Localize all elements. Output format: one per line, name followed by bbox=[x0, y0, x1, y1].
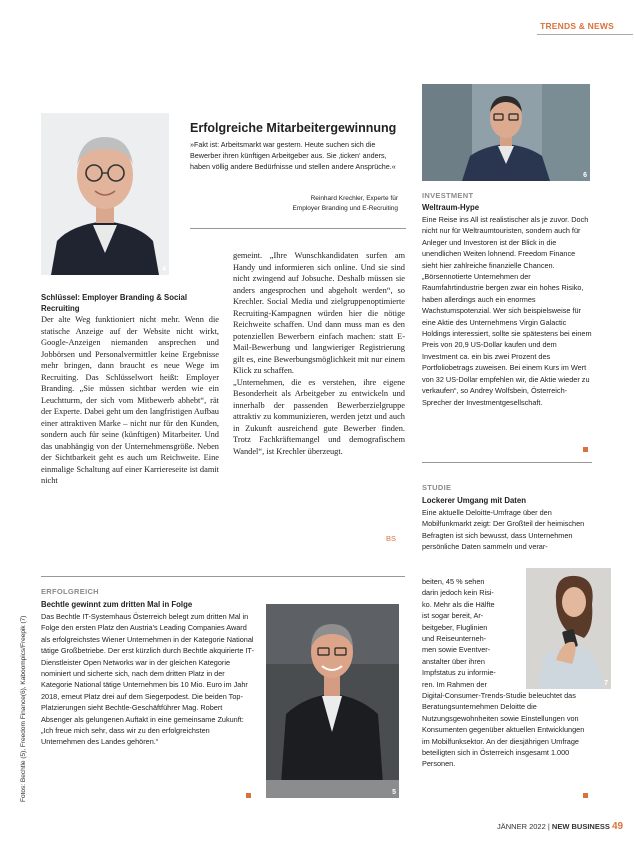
header-rule bbox=[537, 34, 633, 35]
wrap-line: beiten, 45 % sehen bbox=[422, 577, 485, 586]
photo-wolfsbein bbox=[422, 84, 590, 181]
wrap-line: ist sogar bereit, Ar- bbox=[422, 611, 484, 621]
wrap-line: men sowie Eventver- bbox=[422, 645, 491, 655]
section-rule bbox=[41, 576, 405, 577]
quote-source-role: Employer Branding und E-Recruiting bbox=[292, 205, 398, 212]
erfolgreich-label: ERFOLGREICH bbox=[41, 587, 99, 596]
photo-number: 6 bbox=[583, 172, 587, 179]
footer bbox=[497, 821, 623, 832]
wrap-line: darin jedoch kein Risi- bbox=[422, 588, 494, 598]
erfolgreich-text: Das Bechtle IT-Systemhaus Österreich belegt zum dritten Mal in Folge den ersten Platz den Austria’s Leading Companies Award als erfolgreichstes Wiener Unternehmen in der Kategorie National tätige Großbetriebe. Der erst kürzlich durch Bechtle akquirierte IT-Dienstleister Open Networks war in der gleichen Kategorie nominiert und sicherte sich, nach dem dritten Platz in der Kategorie National tätige Unternehmen bis 10 Mio. Euro im Jahr 2018, erneut Platz drei auf dem Siegerpodest. Die beiden Top-Platzierungen sieht Bechtle-Geschäftführer Mag. Robert Absenger als gelungenen Auftakt in eine gemeinsame Zukunft: „Ich freue mich sehr, dass wir zu den erfolgreichsten Unternehmen des Landes gehören.“ bbox=[41, 612, 254, 747]
article-column-2: gemeint. „Ihre Wunschkandidaten surfen am Handy und informieren sich online. Und sie sind nicht zwingend auf Jobsuche. Deshalb müssen sie anders angesprochen und abgeholt werden“, so Krechler. Social Media und zielgruppenoptimierte Recruiting-Kampagnen würden hier die nötige Reichweite schaffen. Und dann muss man es den potenziellen Bewerbern einfach machen: statt E-Mail-Bewerbung und langwieriger Registrierung gilt es, eine Bewerbungsmöglichkeit mit nur einem Klick zu schaffen. „Unternehmen, die es verstehen, ihre eigene Besonderheit als Arbeitgeber zu entwickeln und innerhalb der passenden Bewerberzielgruppe attraktiv zu kommunizieren, werden jetzt und auch in Zukunft ausreichend gute Bewerber finden. Trotz Fachkräftemangel und demografischem Wandel“, ist Krechler überzeugt. bbox=[233, 251, 405, 456]
studie-label: STUDIE bbox=[422, 483, 452, 492]
wrap-line: ren. Im Rahmen der bbox=[422, 679, 487, 689]
wrap-line: und Reiseunterneh- bbox=[422, 634, 487, 644]
photo-number: 7 bbox=[604, 680, 608, 687]
wrap-line: anstalter über ihren bbox=[422, 656, 485, 666]
wrap-line: Impfstatus zu informie- bbox=[422, 668, 496, 678]
investment-text: Eine Reise ins All ist realistischer als je zuvor. Doch nicht nur für Weltraumtouristen, sondern auch für Anleger und Investoren ist der Blick in die unendlichen Weiten lohnend. Freedom Finance sieht hier zahlreiche finanzielle Chancen. „Börsennotierte Unternehmen der Raumfahrtindustrie bergen zwar ein hohes Risiko, haben allerdings auch ein enormes Wachstumspotenzial. Wer sich beispielsweise für eine Aktie des Unternehmens Virgin Galactic Holdings interessiert, sollte sie spätestens bei einem Preis von 20,9 US-Dollar kaufen und dem Investment ca. ein bis zwei Prozent des Portfoliobetrags zuweisen. Bei einem Kurs im Wert von 32 US-Dollar empfehlen wir, die Aktie wieder zu verkaufen“, so Andrey Wolfsbein, Österreich-Sprecher der Investmentgesellschaft. bbox=[422, 215, 592, 407]
article-column-1: Der alte Weg funktioniert nicht mehr. Wenn die statische Anzeige auf der Website nicht wirkt, Google-Anzeigen niemanden ansprechen und Jobbörsen und Personalvermittler keine Ergebnisse mehr bringen, dann braucht es neue Wege im Recruiting. Das Schlüsselwort heißt: Employer Branding. „Sie müssen sichtbar werden wie ein Leuchtturm, der sich vom Mitbewerb abhebt“, rät der Experte. Dabei geht um den langfristigen Aufbau einer attraktiven Marke – nicht nur für den Kunden, sondern auch für seine (künftigen) Mitarbeiter. Und das unabhängig von der Unternehmensgröße. Neben der Sichtbarkeit geht es auch um Reichweite. Eine einmalige Schaltung auf einer Karriereseite ist damit nicht bbox=[41, 315, 219, 485]
studie-text-bottom: Digital-Consumer-Trends-Studie beleuchtet das Beratungsunternehmen Deloitte die Nutzungsgewohnheiten sowie Einstellungen von Konsumenten gegenüber aktuellen Entwicklungen im Mobilfunksektor. An der diesjährigen Umfrage beteiligten sich in Österreich insgesamt 1.000 Personen. bbox=[422, 691, 585, 769]
photo-woman-phone bbox=[526, 568, 611, 689]
portrait-illustration bbox=[422, 84, 590, 181]
section-label: TRENDS & NEWS bbox=[540, 21, 614, 31]
quote-text: »Fakt ist: Arbeitsmarkt war gestern. Heute suchen sich die Bewerber ihren künftigen Arbeitgeber aus. Sie ‚ticken‘ anders, haben völlig andere Bedürfnisse und stellen andere Ansprüche.« bbox=[190, 140, 396, 171]
end-mark bbox=[583, 793, 588, 798]
woman-illustration bbox=[526, 568, 611, 689]
erfolgreich-headline: Bechtle gewinnt zum dritten Mal in Folge bbox=[41, 600, 193, 609]
investment-headline: Weltraum-Hype bbox=[422, 203, 480, 212]
end-mark bbox=[583, 447, 588, 452]
article-subhead: Schlüssel: Employer Branding & Social Recruiting bbox=[41, 293, 188, 313]
wrap-line: ko. Mehr als die Hälfte bbox=[422, 599, 495, 609]
portrait-illustration bbox=[41, 113, 169, 275]
portrait-illustration bbox=[266, 604, 399, 798]
photo-number: 5 bbox=[392, 789, 396, 796]
quote-source bbox=[190, 194, 398, 214]
footer-brand: NEW BUSINESS bbox=[551, 822, 610, 831]
quote-title: Erfolgreiche Mitarbeitergewinnung bbox=[190, 121, 397, 135]
studie-text-wrap bbox=[422, 576, 512, 690]
page-number: 49 bbox=[611, 821, 624, 832]
investment-label: INVESTMENT bbox=[422, 191, 474, 200]
quote-source-name: Reinhard Krechler, Experte für bbox=[310, 195, 398, 202]
footer-issue: JÄNNER 2022 bbox=[497, 822, 546, 831]
end-mark bbox=[246, 793, 251, 798]
footer-separator: | bbox=[547, 822, 550, 831]
photo-number: 4 bbox=[162, 266, 166, 273]
photo-krechler bbox=[41, 113, 169, 275]
author-initials: BS bbox=[386, 534, 397, 543]
wrap-line: beitgeber, Fluglinien bbox=[422, 622, 488, 632]
studie-headline: Lockerer Umgang mit Daten bbox=[422, 496, 526, 505]
quote-rule bbox=[190, 228, 406, 229]
investment-rule bbox=[422, 462, 592, 463]
studie-text-top: Eine aktuelle Deloitte-Umfrage über den Mobilfunkmarkt zeigt: Der Großteil der heimischen Befragten ist sich bewusst, dass Unternehmen persönliche Daten sammeln und verar- bbox=[422, 508, 585, 552]
photo-credits: Fotos: Bechtle (5), Freedom Finance(6), Kaboompics/Freepik (7) bbox=[20, 615, 27, 802]
photo-absenger bbox=[266, 604, 399, 798]
